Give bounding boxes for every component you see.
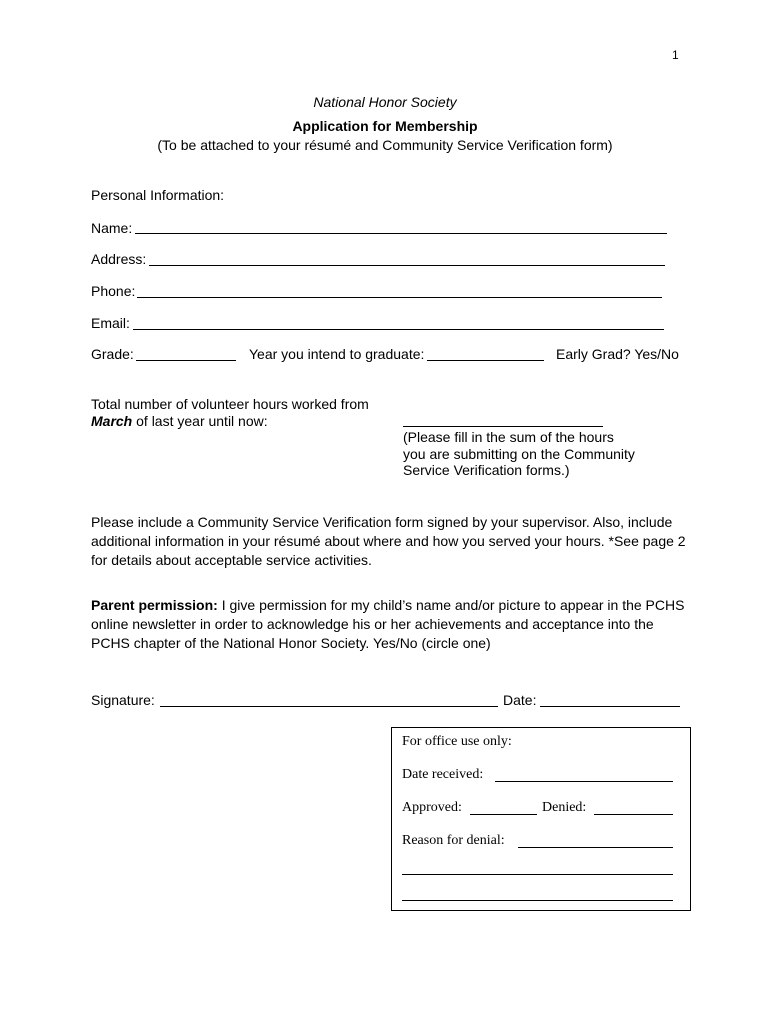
name-field[interactable] xyxy=(135,233,667,234)
society-title: National Honor Society xyxy=(313,94,457,110)
parent-line-1 xyxy=(91,596,691,615)
page-number: 1 xyxy=(672,48,679,62)
parent-line-3: PCHS chapter of the National Honor Society. Yes/No (circle one) xyxy=(91,635,491,651)
approved-field[interactable] xyxy=(470,814,537,815)
denied-label: Denied: xyxy=(542,800,587,815)
volunteer-hours-text-2-rest: of last year until now: xyxy=(132,413,268,429)
grad-year-field[interactable] xyxy=(427,360,544,361)
volunteer-note-1: (Please fill in the sum of the hours xyxy=(403,429,614,445)
parent-line-2: online newsletter in order to acknowledge his or her achievements and acceptance into the xyxy=(91,616,654,632)
address-label: Address: xyxy=(91,251,147,267)
volunteer-note-2: you are submitting on the Community xyxy=(403,446,635,462)
phone-field[interactable] xyxy=(137,297,662,298)
approved-label: Approved: xyxy=(402,800,462,815)
grade-label: Grade: xyxy=(91,346,134,362)
phone-label: Phone: xyxy=(91,283,136,299)
instructions-line-2: additional information in your résumé about where and how you served your hours. *See page 2 xyxy=(91,533,686,549)
volunteer-hours-text-1: Total number of volunteer hours worked from xyxy=(91,396,369,412)
parent-line-1-rest: I give permission for my child’s name and/or picture to appear in the PCHS xyxy=(217,597,685,613)
early-grad-label: Early Grad? Yes/No xyxy=(556,346,679,362)
form-subtitle: (To be attached to your résumé and Community Service Verification form) xyxy=(157,137,613,153)
denied-field[interactable] xyxy=(594,814,673,815)
address-field[interactable] xyxy=(149,265,665,266)
date-field[interactable] xyxy=(540,706,680,707)
instructions-paragraph xyxy=(91,513,691,570)
signature-label: Signature: xyxy=(91,692,155,708)
instructions-line-3: for details about acceptable service activities. xyxy=(91,552,372,568)
date-label: Date: xyxy=(503,692,537,708)
reason-label: Reason for denial: xyxy=(402,833,505,848)
parent-permission-label: Parent permission: xyxy=(91,597,218,613)
instructions-line-1: Please include a Community Service Verification form signed by your supervisor. Also, include xyxy=(91,514,673,530)
reason-field[interactable] xyxy=(518,847,673,848)
grade-field[interactable] xyxy=(136,360,236,361)
signature-field[interactable] xyxy=(160,706,498,707)
volunteer-month: March xyxy=(91,413,133,429)
email-label: Email: xyxy=(91,315,130,331)
personal-info-heading: Personal Information: xyxy=(91,187,225,203)
name-label: Name: xyxy=(91,220,133,236)
form-title: Application for Membership xyxy=(292,118,478,134)
office-use-box xyxy=(391,727,691,911)
volunteer-hours-field[interactable] xyxy=(403,426,603,427)
volunteer-note-3: Service Verification forms.) xyxy=(403,462,570,478)
date-received-label: Date received: xyxy=(402,767,484,782)
reason-line-3[interactable] xyxy=(402,900,673,901)
office-heading: For office use only: xyxy=(402,734,512,749)
email-field[interactable] xyxy=(133,329,664,330)
date-received-field[interactable] xyxy=(495,781,673,782)
volunteer-hours-text-2 xyxy=(91,413,268,429)
parent-permission-paragraph xyxy=(91,596,691,653)
reason-line-2[interactable] xyxy=(402,874,673,875)
grad-year-label: Year you intend to graduate: xyxy=(249,346,425,362)
